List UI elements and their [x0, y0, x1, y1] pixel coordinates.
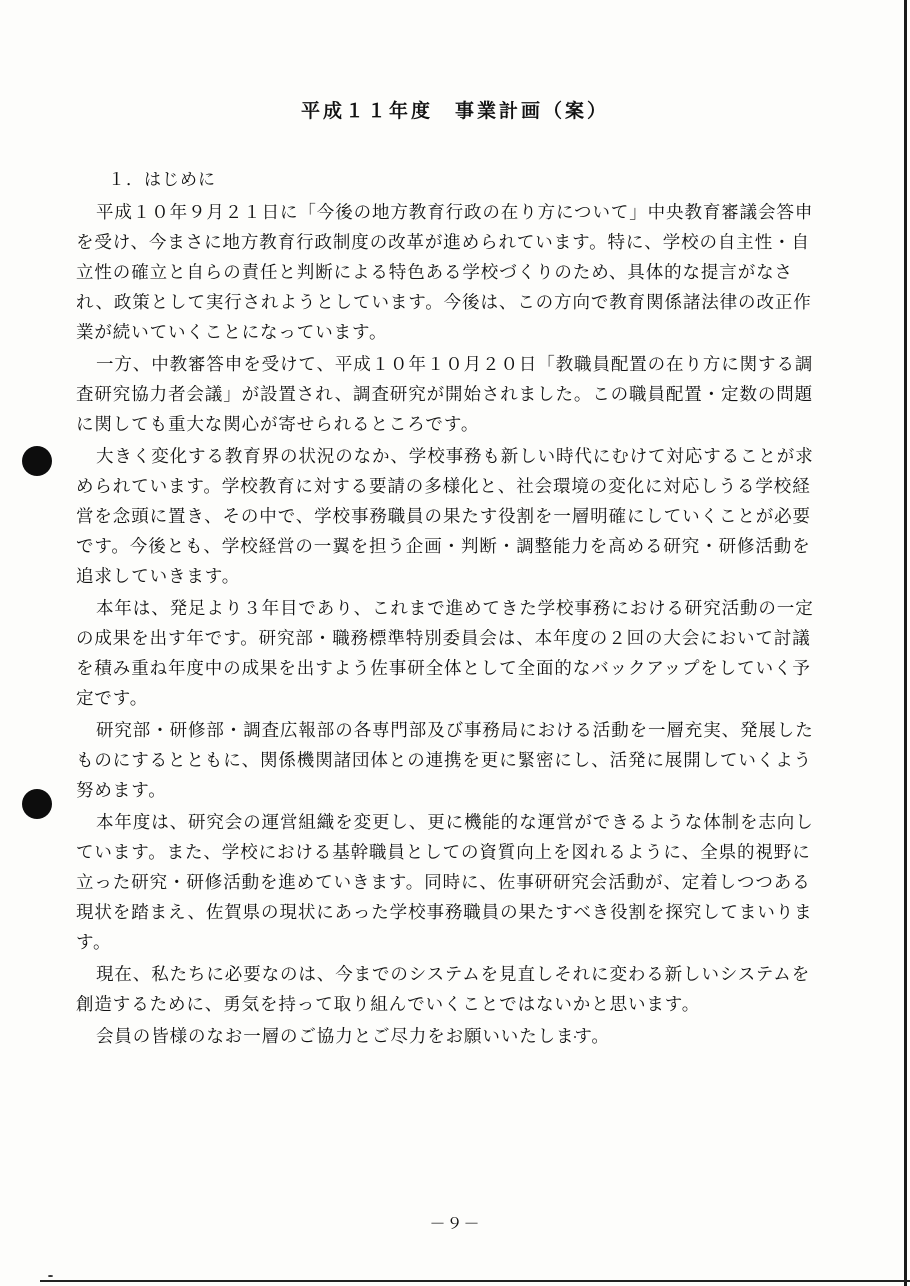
paragraph: 本年は、発足より３年目であり、これまで進めてきた学校事務における研究活動の一定の成果を出す年です。研究部・職務標準特別委員会は、本年度の２回の大会において討議を積み重ね年度中の成果を出すよう佐事研全体として全面的なバックアップをしていく予定です。	[76, 599, 814, 709]
page-number: －９－	[429, 1214, 481, 1233]
body-text	[76, 198, 820, 1054]
paragraph: 大きく変化する教育界の状況のなか、学校事務も新しい時代にむけて対応することが求められています。学校教育に対する要請の多様化と、社会環境の変化に対応しうる学校経営を念頭に置き、その中で、学校事務職員の果たす役割を一層明確にしていくことが必要です。今後とも、学校経営の一翼を担う企画・判断・調整能力を高める研究・研修活動を追求していきます。	[76, 447, 814, 587]
punch-hole-upper	[22, 446, 52, 476]
section-heading: １．はじめに	[108, 170, 216, 190]
document-title: 平成１１年度 事業計画（案）	[300, 100, 609, 122]
punch-hole-lower	[22, 789, 52, 819]
paragraph: 本年度は、研究会の運営組織を変更し、更に機能的な運営ができるような体制を志向しています。また、学校における基幹職員としての資質向上を図れるように、全県的視野に立った研究・研修活動を進めていきます。同時に、佐事研研究会活動が、定着しつつある現状を踏まえ、佐賀県の現状にあった学校事務職員の果たすべき役割を探究してまいります。	[76, 813, 814, 953]
paragraph: 現在、私たちに必要なのは、今までのシステムを見直しそれに変わる新しいシステムを創造するために、勇気を持って取り組んでいくことではないかと思います。	[76, 965, 811, 1015]
scan-edge-right	[904, 0, 907, 1286]
scan-speck	[48, 1275, 53, 1277]
paragraph: 会員の皆様のなお一層のご協力とご尽力をお願いいたします。	[96, 1027, 610, 1047]
paragraph: 研究部・研修部・調査広報部の各専門部及び事務局における活動を一層充実、発展したものにするとともに、関係機関諸団体との連携を更に緊密にし、活発に展開していくよう努めます。	[76, 721, 814, 801]
paragraph: 一方、中教審答申を受けて、平成１０年１０月２０日「教職員配置の在り方に関する調査研究協力者会議」が設置され、調査研究が開始されました。この職員配置・定数の問題に関しても重大な関心が寄せられるところです。	[76, 355, 814, 435]
paragraph: 平成１０年９月２１日に「今後の地方教育行政の在り方について」中央教育審議会答申を受け、今まさに地方教育行政制度の改革が進められています。特に、学校の自主性・自立性の確立と自らの責任と判断による特色ある学校づくりのため、具体的な提言がなされ、政策として実行されようとしています。今後は、この方向で教育関係諸法律の改正作業が続いていくことになっています。	[76, 203, 814, 343]
scan-edge-bottom	[40, 1280, 910, 1282]
